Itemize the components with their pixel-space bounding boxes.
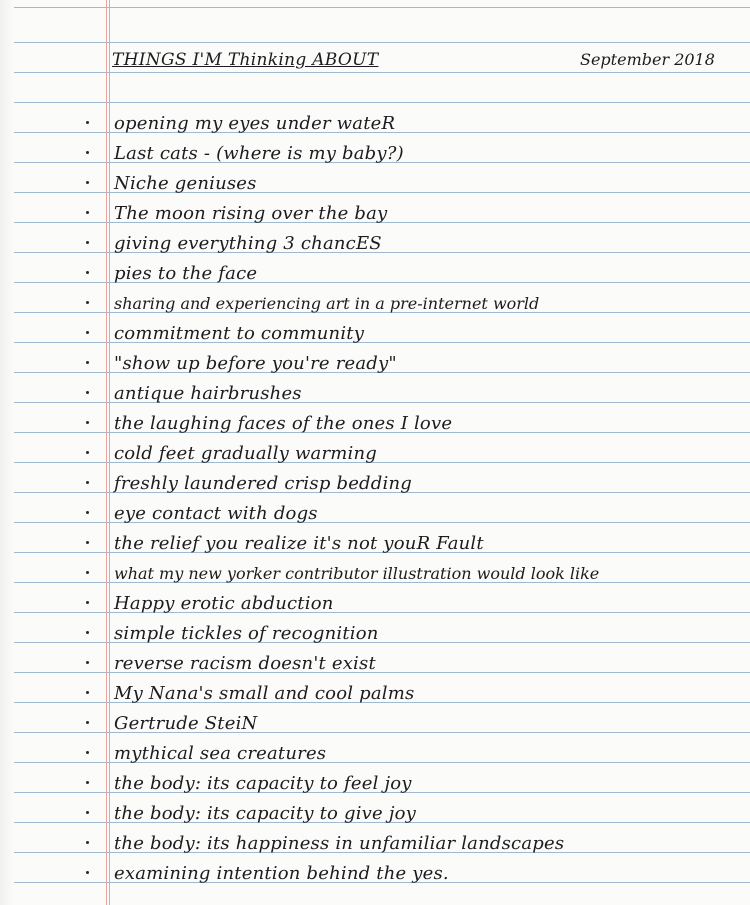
bullet-point (86, 571, 89, 574)
list-item-text: the laughing faces of the ones I love (114, 413, 453, 434)
bullet-point (86, 361, 89, 364)
bullet-point (86, 451, 89, 454)
page-title: THINGS I'M Thinking ABOUT (112, 50, 379, 70)
bullet-point (86, 181, 89, 184)
list-item (0, 321, 750, 351)
list-item (0, 381, 750, 411)
list-item-text: opening my eyes under wateR (114, 113, 396, 134)
bullet-point (86, 121, 89, 124)
list-item (0, 201, 750, 231)
list-item (0, 171, 750, 201)
bullet-point (86, 301, 89, 304)
list-item-text: what my new yorker contributor illustration would look like (114, 564, 600, 583)
list-item (0, 681, 750, 711)
list-item (0, 441, 750, 471)
list-item-text: cold feet gradually warming (114, 443, 378, 464)
list-item-text: commitment to community (114, 323, 365, 344)
bullet-point (86, 391, 89, 394)
bullet-point (86, 151, 89, 154)
list-item (0, 771, 750, 801)
list-item (0, 351, 750, 381)
list-item-text: the body: its capacity to feel joy (114, 773, 412, 794)
bullet-point (86, 841, 89, 844)
list-item (0, 561, 750, 591)
list-item-text: Niche geniuses (114, 173, 257, 194)
list-item (0, 261, 750, 291)
bullet-point (86, 331, 89, 334)
list-item (0, 651, 750, 681)
list-item-text: Gertrude SteiN (114, 713, 258, 734)
list-item (0, 621, 750, 651)
list-item-text: eye contact with dogs (114, 503, 318, 524)
bullet-point (86, 421, 89, 424)
list-item-text: pies to the face (114, 263, 258, 284)
list-item-text: Last cats - (where is my baby?) (114, 143, 404, 164)
bullet-point (86, 721, 89, 724)
bullet-point (86, 241, 89, 244)
bullet-point (86, 481, 89, 484)
list-item (0, 111, 750, 141)
list-item-text: The moon rising over the bay (114, 203, 388, 224)
bullet-point (86, 631, 89, 634)
list-item (0, 531, 750, 561)
list-item (0, 741, 750, 771)
list-item-text: the body: its happiness in unfamiliar landscapes (114, 833, 565, 854)
list-item (0, 861, 750, 891)
list-item-text: antique hairbrushes (114, 383, 302, 404)
list-item (0, 711, 750, 741)
list-item-text: Happy erotic abduction (114, 593, 334, 614)
list-item (0, 291, 750, 321)
list-item (0, 801, 750, 831)
list-item (0, 591, 750, 621)
bullet-point (86, 871, 89, 874)
page-date: September 2018 (580, 50, 715, 69)
list-item-text: the relief you realize it's not youR Fault (114, 533, 484, 554)
list-item-text: sharing and experiencing art in a pre-internet world (114, 294, 540, 313)
list-item (0, 411, 750, 441)
list-item (0, 141, 750, 171)
bullet-point (86, 661, 89, 664)
bullet-point (86, 271, 89, 274)
list-item-text: My Nana's small and cool palms (114, 683, 415, 704)
list-item-text: the body: its capacity to give joy (114, 803, 417, 824)
bullet-point (86, 691, 89, 694)
list-item (0, 471, 750, 501)
list-item-text: "show up before you're ready" (114, 353, 397, 374)
list-item (0, 231, 750, 261)
bullet-point (86, 211, 89, 214)
bullet-point (86, 781, 89, 784)
list-item-text: reverse racism doesn't exist (114, 653, 376, 674)
list-item-text: examining intention behind the yes. (114, 863, 449, 884)
bullet-point (86, 511, 89, 514)
list-item (0, 831, 750, 861)
bullet-point (86, 811, 89, 814)
list-item-text: giving everything 3 chancES (114, 233, 382, 254)
list-item (0, 501, 750, 531)
list-item-text: mythical sea creatures (114, 743, 327, 764)
list-item-text: freshly laundered crisp bedding (114, 473, 412, 494)
bullet-point (86, 601, 89, 604)
bullet-point (86, 751, 89, 754)
list-item-text: simple tickles of recognition (114, 623, 379, 644)
bullet-point (86, 541, 89, 544)
